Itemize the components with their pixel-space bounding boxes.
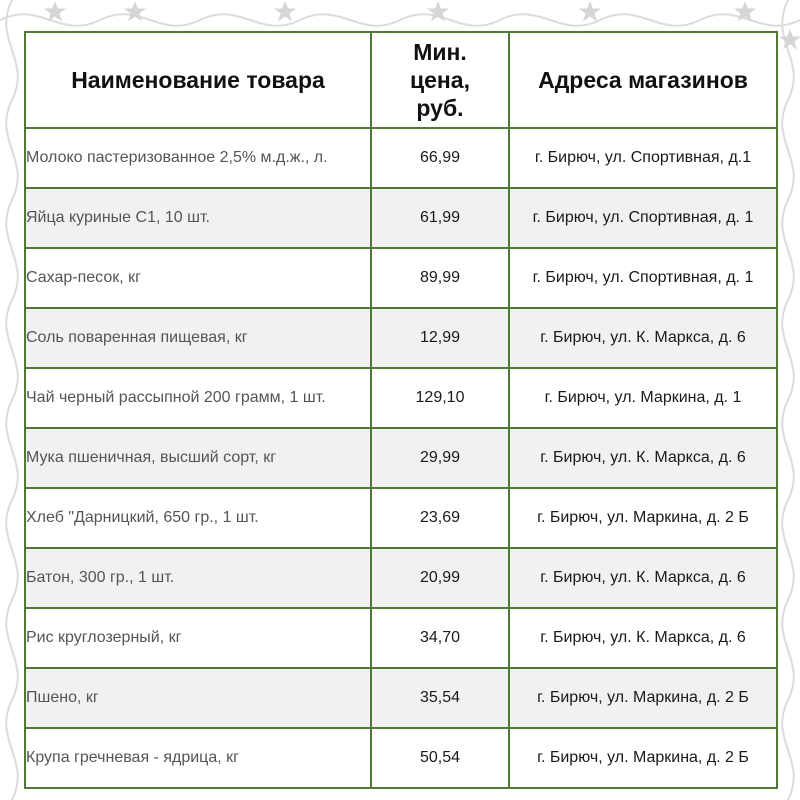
table-row <box>25 728 777 788</box>
product-name-cell: Молоко пастеризованное 2,5% м.д.ж., л. <box>25 128 371 188</box>
table-row <box>25 608 777 668</box>
address-cell: г. Бирюч, ул. Спортивная, д. 1 <box>509 248 777 308</box>
address-cell: г. Бирюч, ул. Маркина, д. 2 Б <box>509 668 777 728</box>
product-name-cell: Сахар-песок, кг <box>25 248 371 308</box>
address-cell: г. Бирюч, ул. Маркина, д. 2 Б <box>509 728 777 788</box>
price-cell: 20,99 <box>371 548 509 608</box>
product-name-cell: Мука пшеничная, высший сорт, кг <box>25 428 371 488</box>
table-row <box>25 488 777 548</box>
table-row <box>25 548 777 608</box>
table-row <box>25 188 777 248</box>
header-store-address: Адреса магазинов <box>509 32 777 128</box>
product-name-cell: Соль поваренная пищевая, кг <box>25 308 371 368</box>
address-cell: г. Бирюч, ул. Маркина, д. 2 Б <box>509 488 777 548</box>
table-header-row <box>25 32 777 128</box>
header-min-price <box>371 32 509 128</box>
address-cell: г. Бирюч, ул. К. Маркса, д. 6 <box>509 608 777 668</box>
table-row <box>25 668 777 728</box>
product-name-cell: Рис круглозерный, кг <box>25 608 371 668</box>
address-cell: г. Бирюч, ул. К. Маркса, д. 6 <box>509 308 777 368</box>
table-row <box>25 428 777 488</box>
address-cell: г. Бирюч, ул. Спортивная, д. 1 <box>509 188 777 248</box>
table-row <box>25 308 777 368</box>
product-name-cell: Пшено, кг <box>25 668 371 728</box>
price-cell: 23,69 <box>371 488 509 548</box>
price-cell: 12,99 <box>371 308 509 368</box>
header-min-price-line1: Мин. <box>413 39 467 65</box>
product-name-cell: Хлеб "Дарницкий, 650 гр., 1 шт. <box>25 488 371 548</box>
product-name-cell: Чай черный рассыпной 200 грамм, 1 шт. <box>25 368 371 428</box>
header-min-price-line3: руб. <box>416 95 464 121</box>
price-cell: 35,54 <box>371 668 509 728</box>
table-row <box>25 368 777 428</box>
product-name-cell: Крупа гречневая - ядрица, кг <box>25 728 371 788</box>
table-row <box>25 128 777 188</box>
price-cell: 29,99 <box>371 428 509 488</box>
address-cell: г. Бирюч, ул. К. Маркса, д. 6 <box>509 548 777 608</box>
price-table <box>24 31 778 789</box>
price-cell: 129,10 <box>371 368 509 428</box>
address-cell: г. Бирюч, ул. К. Маркса, д. 6 <box>509 428 777 488</box>
price-cell: 50,54 <box>371 728 509 788</box>
address-cell: г. Бирюч, ул. Спортивная, д.1 <box>509 128 777 188</box>
product-name-cell: Яйца куриные С1, 10 шт. <box>25 188 371 248</box>
price-cell: 66,99 <box>371 128 509 188</box>
header-product-name: Наименование товара <box>25 32 371 128</box>
price-table-container <box>24 31 776 794</box>
product-name-cell: Батон, 300 гр., 1 шт. <box>25 548 371 608</box>
price-cell: 34,70 <box>371 608 509 668</box>
header-min-price-line2: цена, <box>409 67 470 93</box>
table-row <box>25 248 777 308</box>
price-cell: 89,99 <box>371 248 509 308</box>
address-cell: г. Бирюч, ул. Маркина, д. 1 <box>509 368 777 428</box>
price-cell: 61,99 <box>371 188 509 248</box>
